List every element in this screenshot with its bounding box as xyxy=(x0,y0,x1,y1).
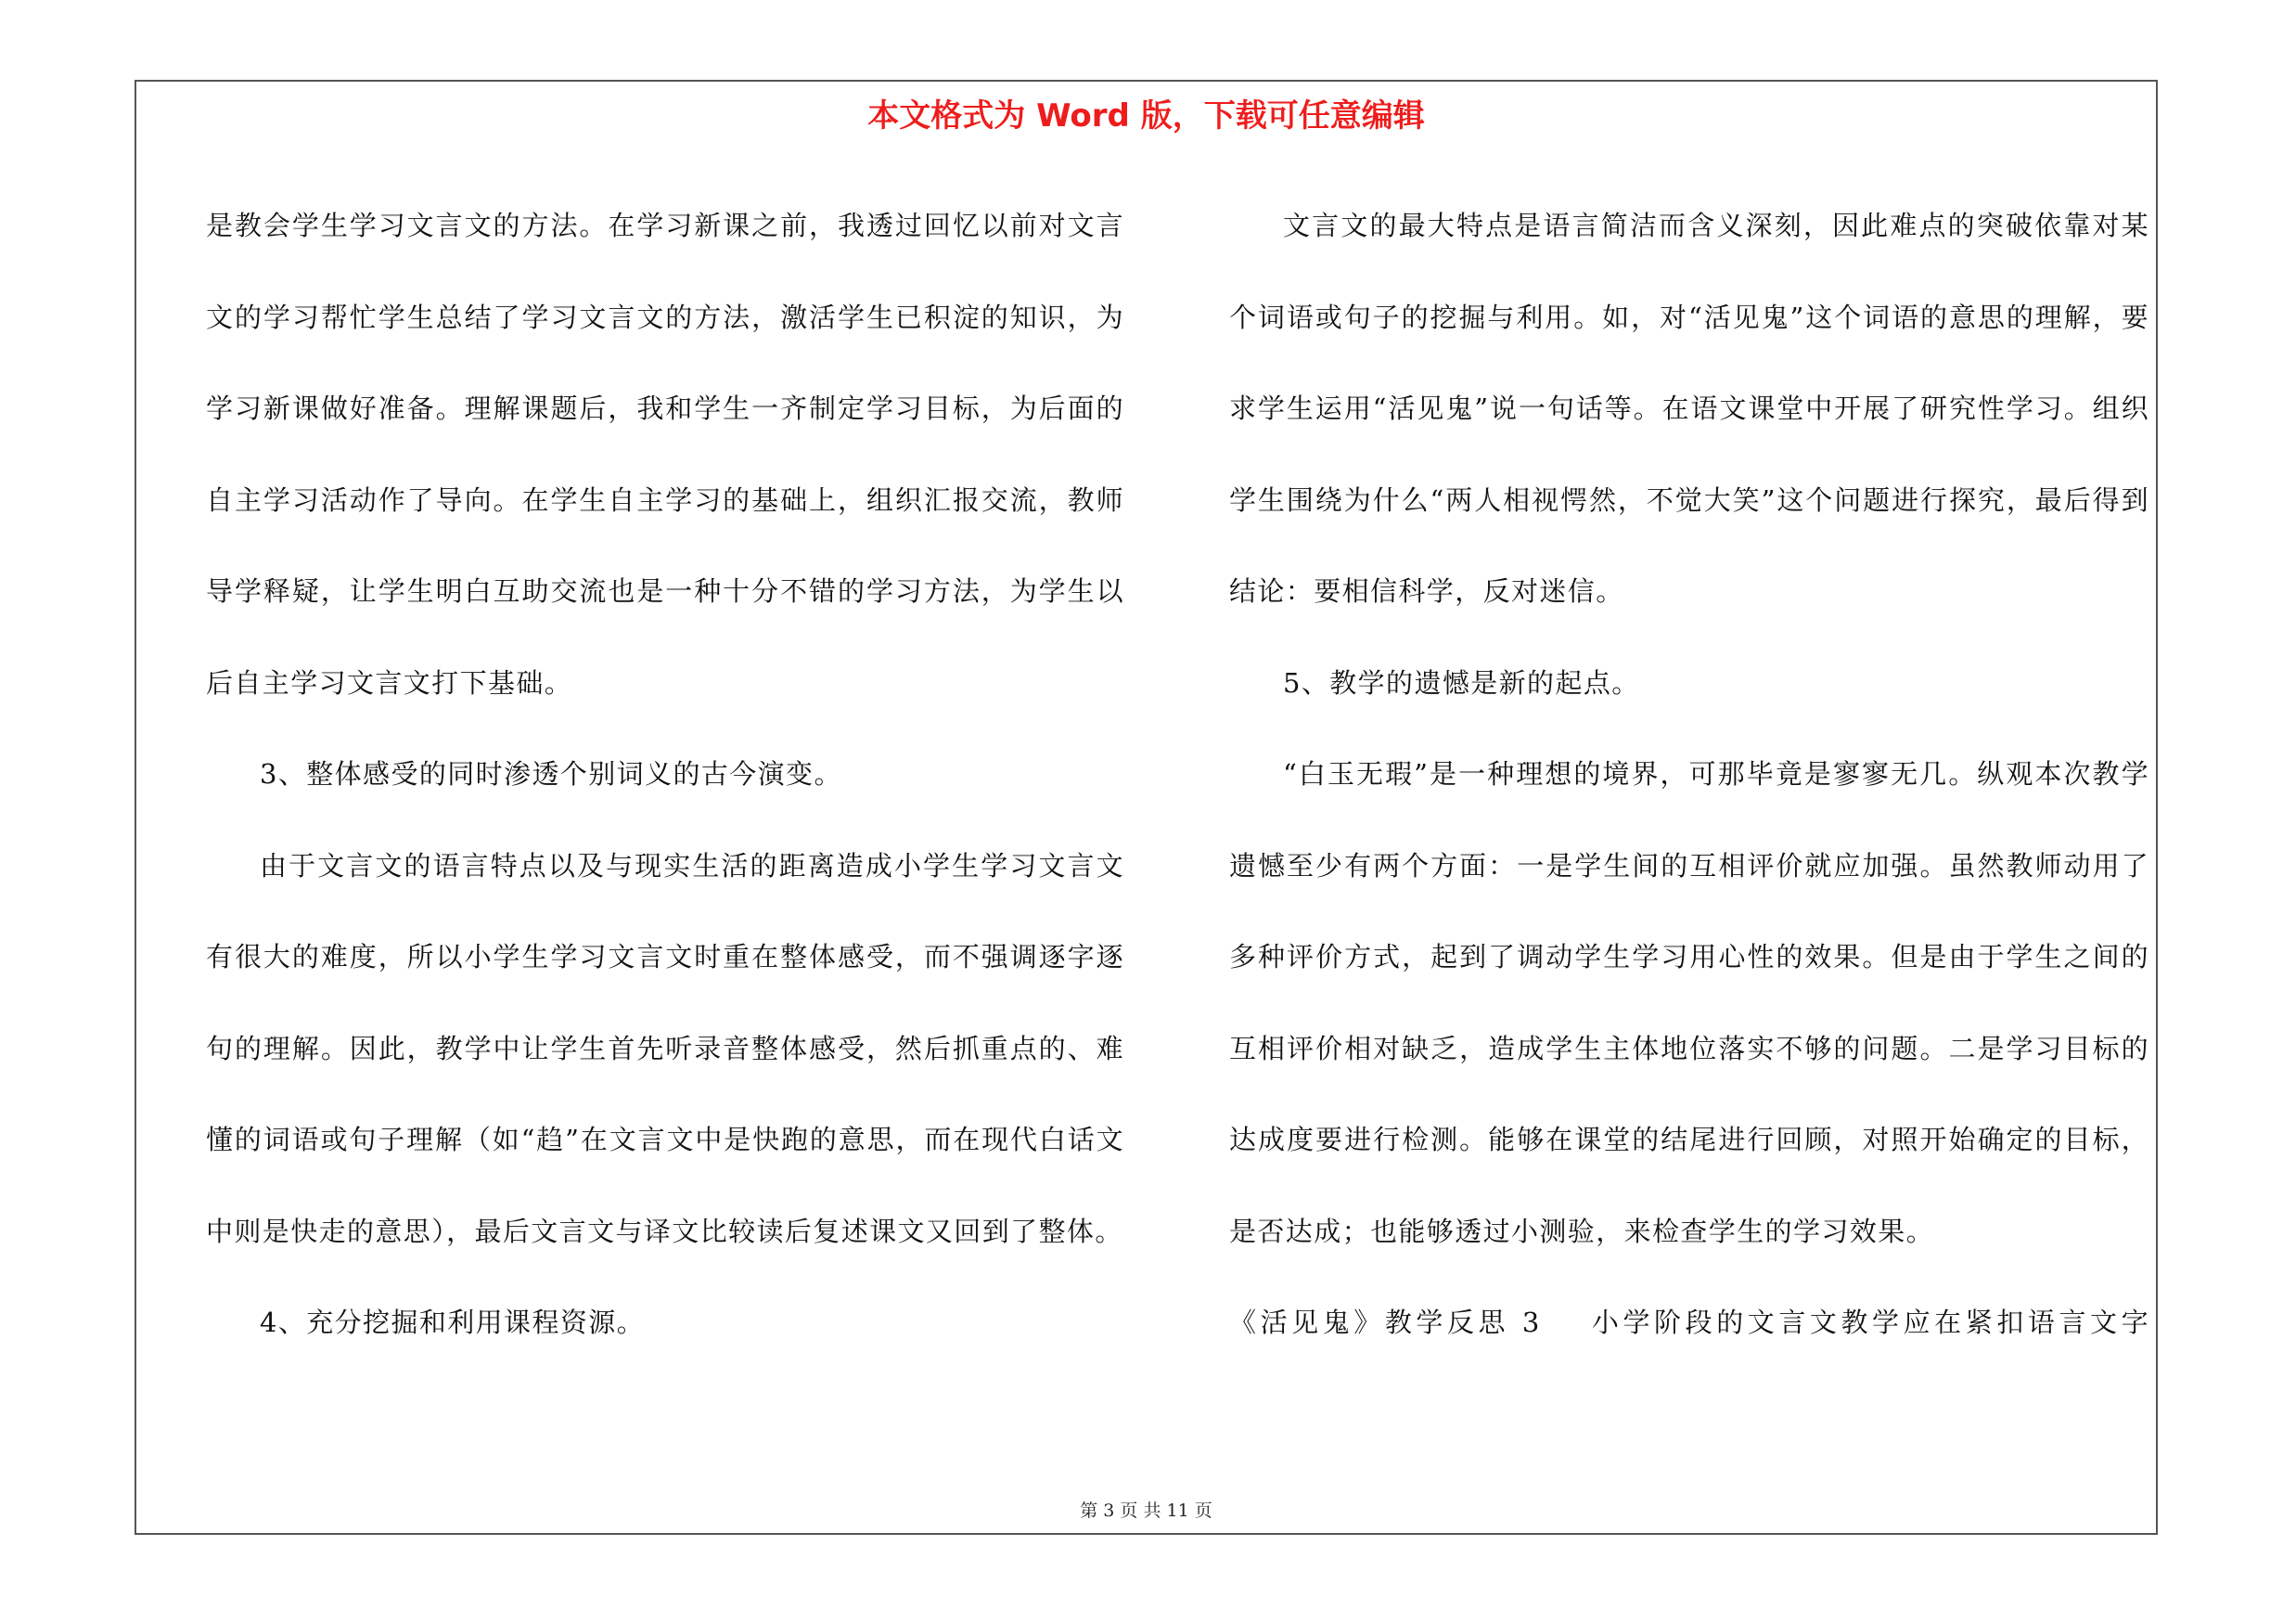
reflection-title: 《活见鬼》教学反思 3 xyxy=(1229,1307,1541,1338)
paragraph: 由于文言文的语言特点以及与现实生活的距离造成小学生学习文言文有很大的难度，所以小学生学习文言文时重在整体感受，而不强调逐字逐句的理解。因此，教学中让学生首先听录音整体感受，然后抓重点的、难懂的词语或句子理解（如“趋”在文言文中是快跑的意思，而在现代白话文中则是快走的意思），最后文言文与译文比较读后复述课文又回到了整体。 xyxy=(206,849,1124,1247)
paragraph: “白玉无瑕”是一种理想的境界，可那毕竟是寥寥无几。纵观本次教学遗憾至少有两个方面：一是学生间的互相评价就应加强。虽然教师动用了多种评价方式，起到了调动学生学习用心性的效果。但是由于学生之间的互相评价相对缺乏，造成学生主体地位落实不够的问题。二是学习目标的达成度要进行检测。能够在课堂的结尾进行回顾，对照开始确定的目标，是否达成；也能够透过小测验，来检查学生的学习效果。 xyxy=(1229,758,2149,1247)
paragraph xyxy=(1229,1277,2149,1369)
section-heading: 5、教学的遗憾是新的起点。 xyxy=(1283,666,1640,699)
paragraph: 是教会学生学习文言文的方法。在学习新课之前，我透过回忆以前对文言文的学习帮忙学生总结了学习文言文的方法，激活学生已积淀的知识，为学习新课做好准备。理解课题后，我和学生一齐制定学习目标，为后面的自主学习活动作了导向。在学生自主学习的基础上，组织汇报交流，教师导学释疑，让学生明白互助交流也是一种十分不错的学习方法，为学生以后自主学习文言文打下基础。 xyxy=(206,210,1124,699)
section-heading: 3、整体感受的同时渗透个别词义的古今演变。 xyxy=(260,758,842,790)
paragraph: 文言文的最大特点是语言简洁而含义深刻，因此难点的突破依靠对某个词语或句子的挖掘与利用。如，对“活见鬼”这个词语的意思的理解，要求学生运用“活见鬼”说一句话等。在语文课堂中开展了研究性学习。组织学生围绕为什么“两人相视愕然，不觉大笑”这个问题进行探究，最后得到结论：要相信科学，反对迷信。 xyxy=(1229,210,2149,607)
page-header: 本文格式为 Word 版，下载可任意编辑 xyxy=(867,97,1425,135)
paragraph-text: 小学阶段的文言文教学应在紧扣语言文字 xyxy=(1591,1307,2149,1338)
left-column xyxy=(206,180,1124,1369)
page-number: 第 3 页 共 11 页 xyxy=(1080,1501,1212,1521)
spacer xyxy=(1541,1307,1592,1338)
section-heading: 4、充分挖掘和利用课程资源。 xyxy=(260,1307,646,1338)
document-page xyxy=(135,80,2158,1535)
right-column xyxy=(1229,180,2149,1369)
